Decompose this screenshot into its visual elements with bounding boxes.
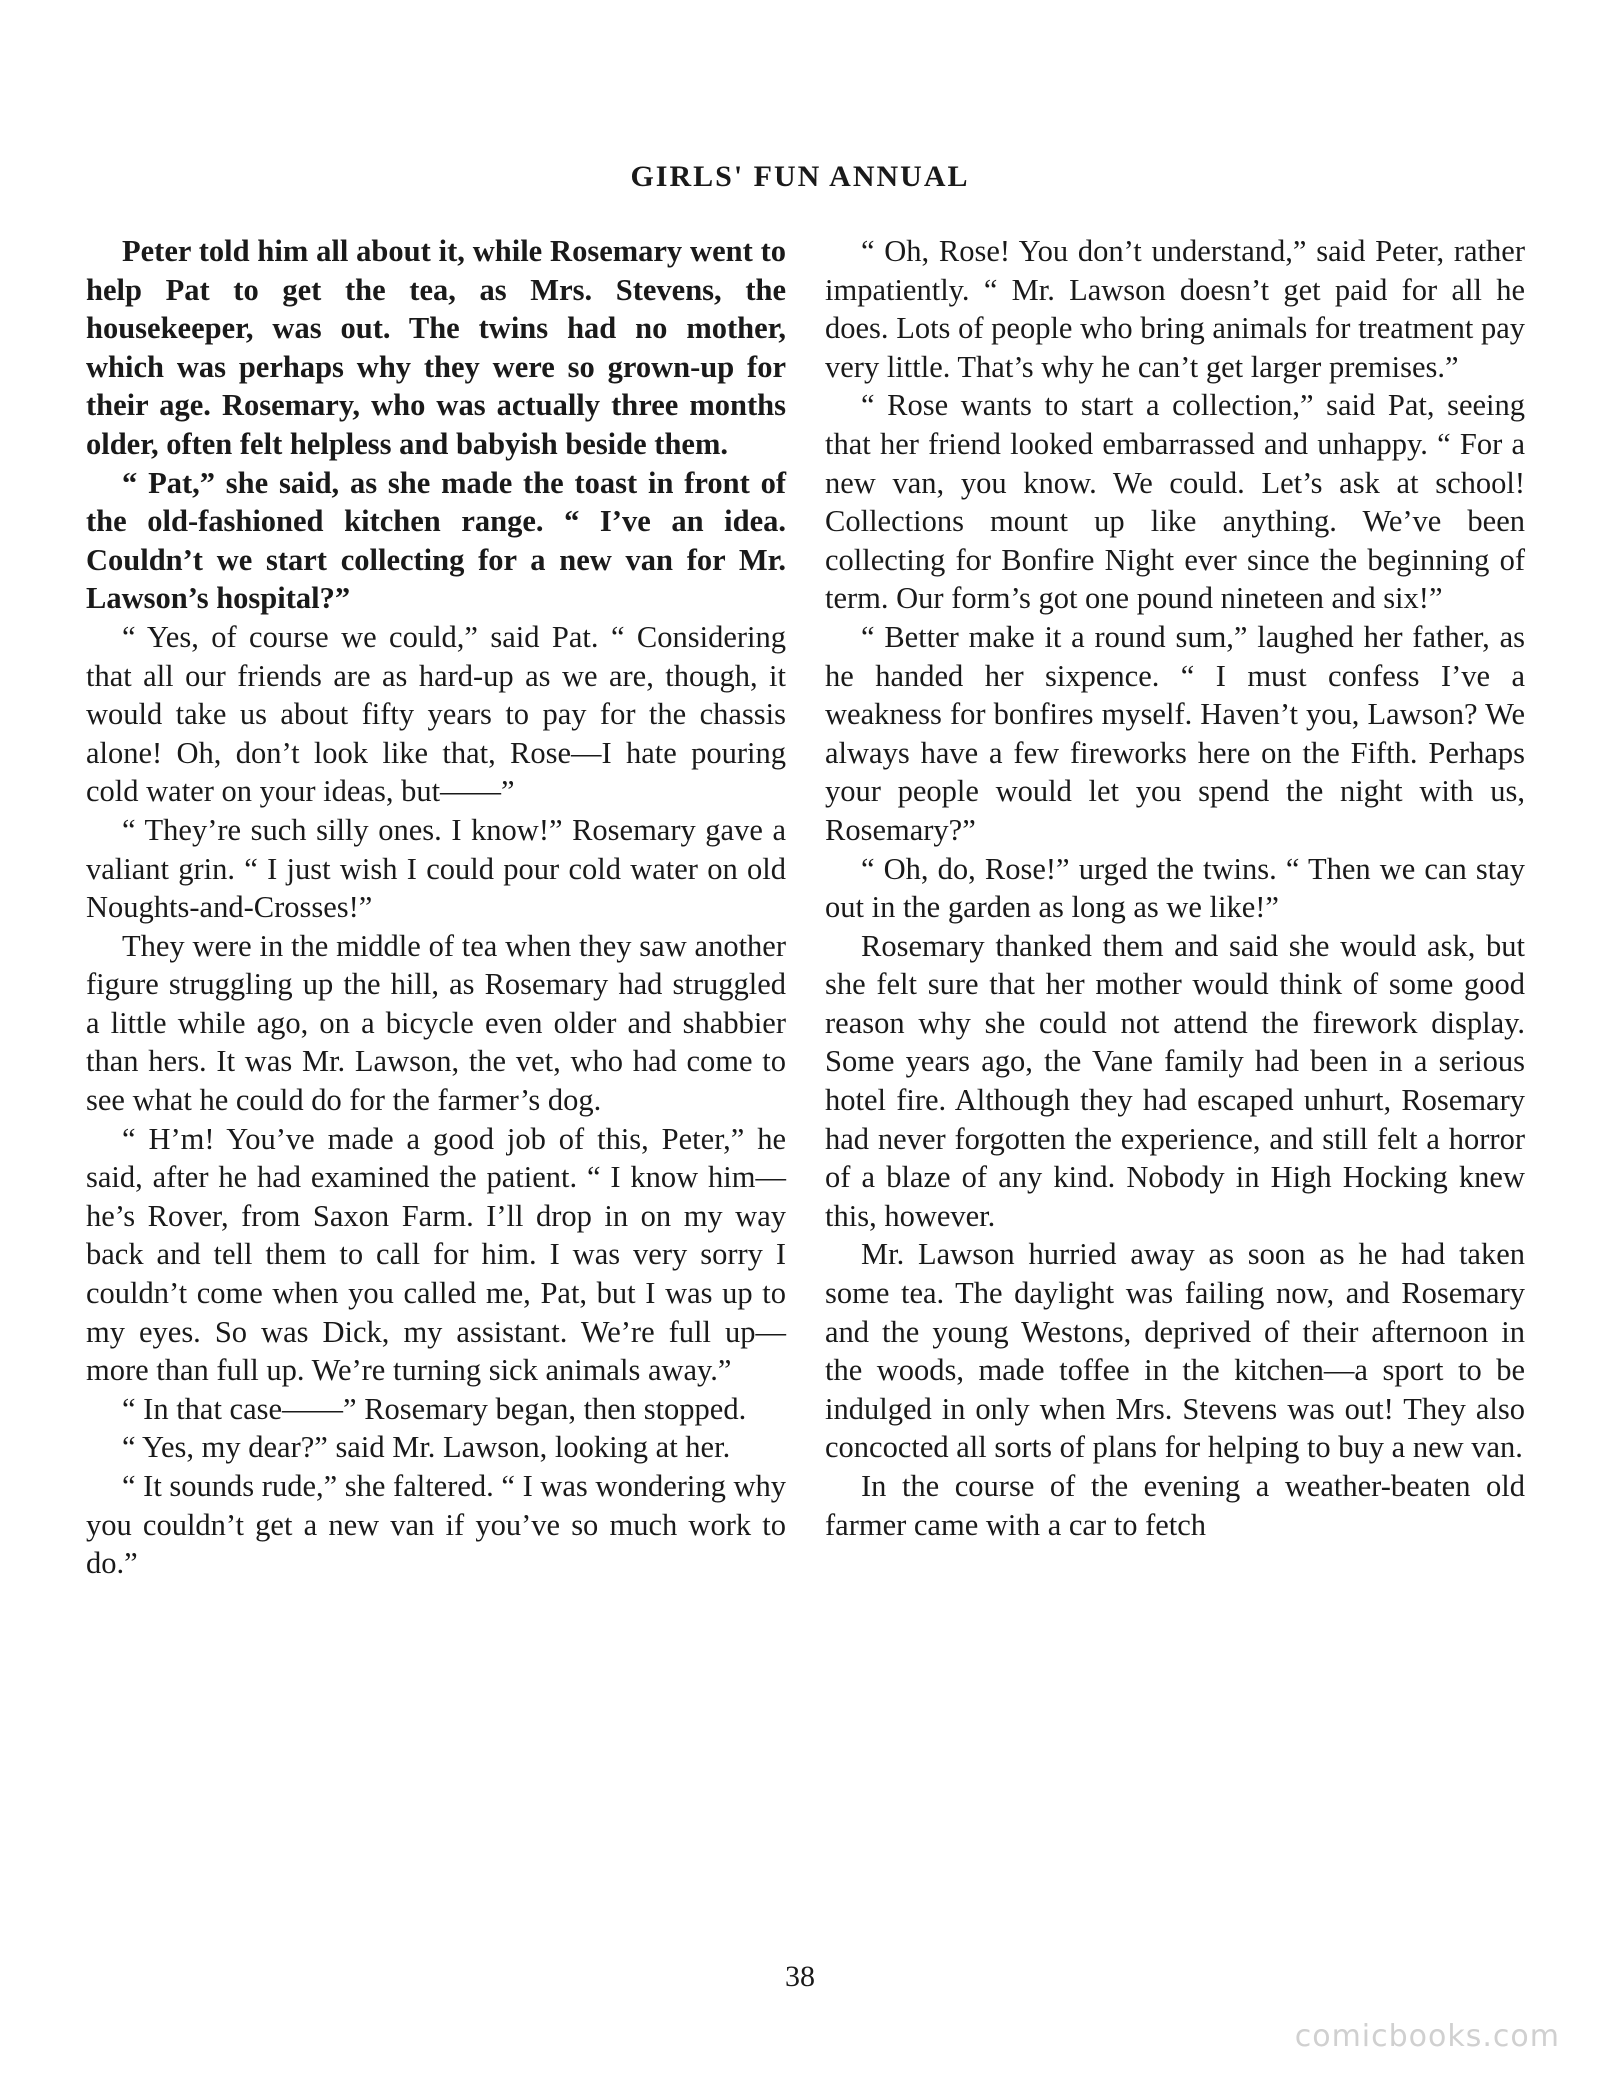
paragraph: “ Better make it a round sum,” laughed her father, as he handed her sixpence. “ I must confess I’ve a weakness for bonfires myself. Haven’t you, Lawson? We always have a few fireworks here on the Fifth. Perhaps your people would let you spend the night with us, Rosemary?” [825,619,1525,847]
paragraph: “ Oh, do, Rose!” urged the twins. “ Then we can stay out in the garden as long as we like!” [825,851,1525,925]
page-number: 38 [785,1960,815,1993]
paragraph: In the course of the evening a weather-beaten old farmer came with a car to fetch [825,1469,1525,1542]
paragraph: “ It sounds rude,” she faltered. “ I was wondering why you couldn’t get a new van if you’ve so much work to do.” [86,1469,787,1581]
left-column [86,232,786,1583]
paragraph: “ Rose wants to start a collection,” said Pat, seeing that her friend looked embarrassed and unhappy. “ For a new van, you know. We could. Let’s ask at school! Collections mount up like anything. We’ve been collecting for Bonfire Night ever since the beginning of term. Our form’s got one pound nineteen and six!” [825,388,1525,616]
paragraph: They were in the middle of tea when they saw another figure struggling up the hill, as Rosemary had struggled a little while ago, on a bicycle even older and shabbier than hers. It was Mr. Lawson, the vet, who had come to see what he could do for the farmer’s dog. [86,928,786,1118]
paragraph: Mr. Lawson hurried away as soon as he had taken some tea. The daylight was failing now, and Rosemary and the young Westons, deprived of their afternoon in the woods, made toffee in the kitchen—a sport to be indulged in only when Mrs. Stevens was out! They also concocted all sorts of plans for helping to buy a new van. [825,1237,1525,1465]
paragraph: Rosemary thanked them and said she would ask, but she felt sure that her mother would think of some good reason why she could not attend the firework display. Some years ago, the Vane family had been in a serious hotel fire. Although they had escaped unhurt, Rosemary had never forgotten the experience, and still felt a horror of a blaze of any kind. Nobody in High Hocking knew this, however. [825,928,1525,1233]
paragraph: Peter told him all about it, while Rosemary went to help Pat to get the tea, as Mrs. Stevens, the housekeeper, was out. The twins had no mother, which was perhaps why they were so grown-up for their age. Rosemary, who was actually three months older, often felt helpless and babyish beside them. [86,234,786,461]
right-column [825,232,1525,1544]
running-title: GIRLS' FUN ANNUAL [630,160,970,193]
paragraph: “ H’m! You’ve made a good job of this, Peter,” he said, after he had examined the patient. “ I know him—he’s Rover, from Saxon Farm. I’ll drop in on my way back and tell them to call for him. I was very sorry I couldn’t come when you called me, Pat, but I was up to my eyes. So was Dick, my assistant. We’re full up—more than full up. We’re turning sick animals away.” [86,1121,786,1388]
paragraph: “ Yes, my dear?” said Mr. Lawson, looking at her. [122,1430,731,1465]
paragraph: “ In that case——” Rosemary began, then stopped. [122,1391,747,1426]
paragraph: “ Pat,” she said, as she made the toast in front of the old-fashioned kitchen range. “ I’ve an idea. Couldn’t we start collecting for a new van for Mr. Lawson’s hospital?” [86,465,786,616]
paragraph: “ Yes, of course we could,” said Pat. “ Considering that all our friends are as hard-up as we are, though, it would take us about fifty years to pay for the chassis alone! Oh, don’t look like that, Rose—I hate pouring cold water on your ideas, but——” [86,619,786,809]
watermark: comicbooks.com [1294,2019,1560,2054]
paragraph: “ Oh, Rose! You don’t understand,” said Peter, rather impatiently. “ Mr. Lawson doesn’t get paid for all he does. Lots of people who bring animals for treatment pay very little. That’s why he can’t get larger premises.” [825,234,1525,384]
paragraph: “ They’re such silly ones. I know!” Rosemary gave a valiant grin. “ I just wish I could pour cold water on old Noughts-and-Crosses!” [86,812,786,925]
